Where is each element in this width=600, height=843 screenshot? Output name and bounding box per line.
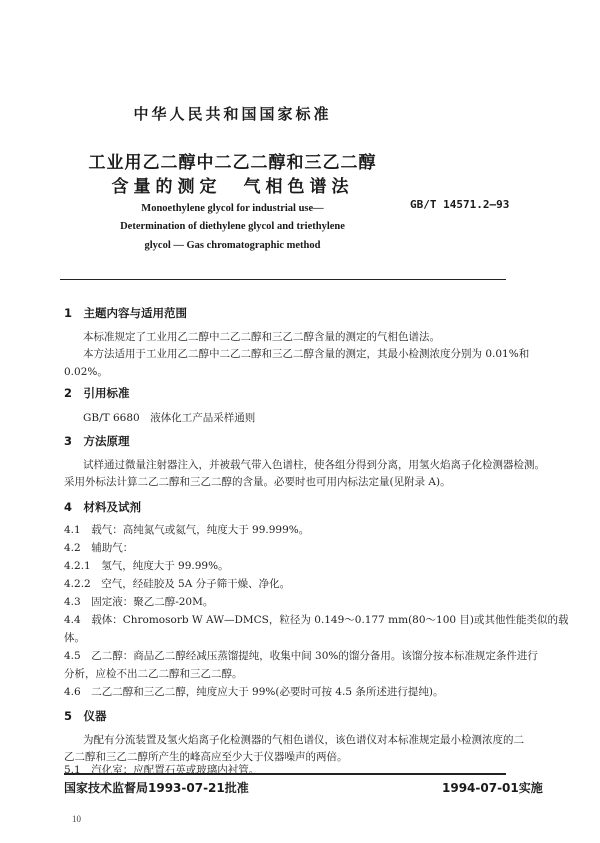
paragraph: 为配有分流装置及氢火焰离子化检测器的气相色谱仪，该色谱仪对本标准规定最小检测浓度的二 [83, 734, 524, 746]
list-item: 4.2 辅助气： [64, 542, 134, 554]
footer-divider [64, 773, 506, 775]
standard-code: GB/T 14571.2—93 [410, 198, 510, 211]
title-chinese-line1: 工业用乙二醇中二乙二醇和三乙二醇 [88, 153, 377, 173]
paragraph-continuation: 采用外标法计算二乙二醇和三乙二醇的含量。必要时也可用内标法定量(见附录 A)。 [64, 476, 451, 488]
paragraph-continuation: 0.02%。 [64, 366, 108, 378]
list-item: 4.3 固定液：聚乙二醇-20M。 [64, 596, 214, 608]
list-item: 4.4 载体：Chromosorb W AW—DMCS，粒径为 0.149～0.177 mm(80～100 目)或其他性能类似的载 [64, 614, 569, 626]
paragraph-continuation: 乙二醇和三乙二醇所产生的峰高应至少大于仪器噪声的两倍。 [64, 751, 348, 763]
list-item-continuation: 分析，应检不出二乙二醇和三乙二醇。 [64, 668, 243, 680]
section-heading: 4 材料及试剂 [64, 500, 142, 514]
title-english-line1: Monoethylene glycol for industrial use— [141, 203, 324, 214]
title-chinese-line2: 含量的测定 气相色谱法 [111, 177, 354, 197]
list-item: 4.1 载气：高纯氮气或氦气，纯度大于 99.999%。 [64, 524, 310, 536]
list-item: 4.2.2 空气，经硅胶及 5A 分子筛干燥、净化。 [64, 578, 291, 590]
page-number: 10 [72, 814, 81, 824]
section-heading: 2 引用标准 [64, 386, 130, 400]
list-item: 4.5 乙二醇：商品乙二醇经减压蒸馏提纯，收集中间 30%的馏分备用。该馏分按本标准规定条件进行 [64, 650, 538, 662]
paragraph: 试样通过微量注射器注入，并被载气带入色谱柱，使各组分得到分离，用氢火焰离子化检测器检测。 [83, 459, 545, 471]
header-divider [60, 279, 506, 280]
list-item-continuation: 体。 [64, 632, 85, 644]
implementation-date: 1994-07-01实施 [442, 781, 543, 795]
reference-standard: GB/T 6680 液体化工产品采样通则 [83, 412, 256, 424]
list-item: 4.2.1 氢气，纯度大于 99.99%。 [64, 560, 229, 572]
list-item: 5.1 汽化室：应配置石英或玻璃内衬管。 [64, 764, 260, 776]
title-english-line2: Determination of diethylene glycol and triethylene [120, 221, 345, 232]
section-heading: 1 主题内容与适用范围 [64, 306, 188, 320]
list-item: 4.6 二乙二醇和三乙二醇，纯度应大于 99%(必要时可按 4.5 条所述进行提纯)。 [64, 686, 444, 698]
section-heading: 5 仪器 [64, 709, 107, 723]
national-standard-label: 中华人民共和国国家标准 [133, 105, 332, 123]
section-heading: 3 方法原理 [64, 434, 130, 448]
approval-date: 国家技术监督局1993-07-21批准 [64, 781, 249, 795]
paragraph: 本标准规定了工业用乙二醇中二乙二醇和三乙二醇含量的测定的气相色谱法。 [83, 331, 440, 343]
title-english-line3: glycol — Gas chromatographic method [144, 240, 321, 251]
paragraph: 本方法适用于工业用乙二醇中二乙二醇和三乙二醇含量的测定，其最小检测浓度分别为 0.01%和 [83, 348, 530, 360]
